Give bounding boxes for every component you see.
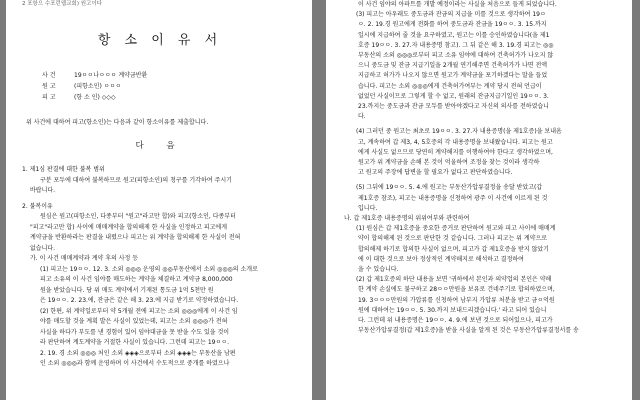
body-line: 구분 포두에 대하여 불복하므로 원고(피항소인)의 청구를 기각하여 주시기: [40, 176, 232, 184]
body-line: 에 이 대한 것으로 보아 정상적인 계약해지로 해석하고 결정하여: [358, 255, 524, 263]
body-line: 계약금을 반환하라는 판결을 내렸으나 피고는 위 계약을 합의해제 한 사실이 전혀: [30, 234, 241, 241]
document-page-right: [326, 0, 632, 400]
body-line: 습니다. 피고는 소외 ◎◎◎에게 건축허가여부는 계약 당시 전혀 언급이: [358, 82, 542, 90]
body-line: 사실을 하다가 부도를 낸 경험이 있어 임야대금을 못 받을 수도 있을 것이: [40, 328, 230, 336]
body-line: 일시에 지급하여 줄 것을 요구하였고, 원고는 이를 승인하였습니다(을 제1: [358, 31, 550, 39]
body-line: 없었던 사실이므로 그렇게 할 수 없고, 원래의 잔금지급기일인 19ㅇㅇ. 3.: [358, 92, 549, 100]
body-line: 원고가 위 계약금을 손해 본 것이 억울하여 조정을 찾는 것이라 생각하: [358, 159, 540, 167]
body-line: 으니 중도금 및 잔금 지급기일을 2개월 연기해주면 건축허가가 나면 전액: [358, 62, 548, 70]
body-line: ㅇ. 2. 19.경 원고에게 전화를 하여 중도금과 잔금을 19ㅇㅇ. 3. 15.까지: [358, 21, 547, 29]
intro-text: 위 사건에 대하여 피고(항소인)는 다음과 같이 항소이유를 제출합니다.: [26, 119, 209, 126]
section-heading: 1. 제1심 판결에 대한 불복 범위: [22, 166, 105, 173]
body-line: 을 수 있습니다.: [358, 266, 399, 274]
body-line: 인 소외 ◎◎◎과 함께 운영하며 이 사건에서 수도적으로 중개를 하였으나: [40, 360, 230, 367]
body-line: 은 19ㅇㅇ. 2. 23.에, 잔금은 같은 해 3. 23.에 지급 받기로 약정하였습니다.: [40, 297, 239, 304]
body-line: 19. 3ㅇㅇㅇ만원의 가압류를 신청하여 남부지 가압류 처분을 받고 금ㅇ억원: [358, 296, 555, 304]
case-label: 사 건: [42, 72, 56, 79]
body-line: 없습니다.: [30, 244, 56, 252]
body-line: 제1호증 참조), 피고는 내용증명을 신청하여 광주 이 사건에 이르게 된 것: [358, 194, 548, 202]
right-page-body: [340, 0, 620, 337]
case-row: [42, 70, 298, 81]
body-line: 23.까지는 중도금과 잔금 모두를 받아야겠다고 자신의 의사를 전하였습니: [358, 103, 549, 111]
body-line: 합의해제 하기로 합의한 사실이 없으며, 피고가 갑 제1호증을 받지 않았기: [358, 245, 549, 253]
body-line: 입니다.: [358, 204, 378, 212]
case-meta: [42, 70, 298, 103]
plaintiff-row: [42, 81, 298, 92]
defendant-label: 피 고: [42, 94, 56, 101]
body-line: 원을 받았습니다. 당 위 매도 계약에서 기재된 통도금 1억 5천만 원: [40, 286, 214, 294]
document-page-left: [6, 0, 312, 400]
body-line: 고 원고의 주장에 답변을 할 필요가 없다고 판단하였습니다.: [358, 169, 513, 177]
body-line: 원에 대하여는 19ㅇㅇ. 5. 30.까지 보내드리겠습니다.' 라고 되어 있습니: [358, 306, 547, 314]
section-heading-daeum: 다 음: [135, 141, 185, 151]
body-line: 원심은 원고(피항소인, 다종부터 "원고"라고만 합)와 피고(항소인, 다종부터: [40, 213, 236, 220]
subsection-heading: 나. 갑 제1호증 내용증명의 위위여부와 관련하여: [344, 215, 470, 223]
body-line: 부동산가압류결정(갑 제1호증)을 받을 사실을 알게 된 것은 부동산가압류결정서를 송: [358, 327, 579, 335]
body-line: 다.: [358, 113, 366, 121]
body-line: 라 판단하여 계도계약을 거절한 사실이 있습니다. 그런데 피고는 19ㅇㅇ.: [40, 339, 229, 346]
defendant-value: (항 소 인) ◇◇◇: [74, 94, 116, 101]
page-header-fragment: 2 포항으 수포런웹교회) 원고이다: [22, 1, 102, 7]
body-line: 지급하고 허가가 나오지 않으면 원고가 계약금을 포기하겠다는 말을 들었: [358, 72, 548, 80]
section-heading: 2. 불복이유: [22, 202, 53, 210]
body-line: 고, 계속하여 갑 제3, 4, 5호증의 각 내용증명을 보내왔습니다. 피고는 원고: [358, 138, 553, 146]
body-line: 부동산의 소외 ◎◎◎로부터 피고 소유 임야에 대하여 건축허가가 나오지 않: [358, 52, 554, 60]
body-line: "피고"라고만 합) 사이에 매매계약을 합의해제 한 사실을 인정하고 피고에게: [30, 223, 227, 231]
body-line: (1) 피고는 19ㅇㅇ. 12. 3. 소외 ◎◎◎ 운영의 ◎◎부동산에서 소외 ◎◎◎의 소개로: [40, 265, 258, 273]
body-line: (2) 한편, 위 계약일로부터 약 5개월 전에 피고는 소외 ◎◎◎에게 이 사건 임: [40, 307, 238, 315]
body-line: (4) 그러던 중 원고는 최초로 19ㅇㅇ. 3. 27.자 내용증명(을 제1호증)을 보내옴: [356, 128, 562, 136]
subsection-heading: 가. 이 사건 매매계약과 계약 후의 사정 등: [30, 255, 138, 262]
body-line: 약이 합의해제 된 것으로 판단한 것 같습니다. 그러나 피고는 위 계약으로: [358, 235, 548, 243]
case-value: 19ㅇㅇ나ㅇㅇㅇ 계약금반환: [74, 72, 148, 79]
body-line: (3) 피고는 아우래도 중도금과 잔금의 지급을 미를 것으로 생각하여 19ㅇ: [356, 11, 546, 19]
plaintiff-label: 원 고: [42, 83, 56, 90]
body-line: 이 사건 임야의 아파트를 개발 예정이라는 사실을 처음으로 들게 되었습니다.: [358, 1, 557, 8]
body-line: 한 계약 손실에도 불구하고 28ㅇㅇ만원을 보유로 건네주기로 합의하였으며,: [358, 286, 555, 294]
body-line: 야를 매도할 것을 계획 발은 사실이 있었는데, 피고는 소외 ◎◎◎가 전혀: [40, 318, 228, 325]
body-line: (2) 갑 제1호증의 하단 내용을 보면 '귀하에서 본인과 의약업의 본인은 약해: [356, 276, 552, 284]
plaintiff-value: (피항소인) ㅇㅇㅇ: [74, 83, 122, 90]
body-line: (5) 그뒤에 19ㅇㅇ. 5. 4.에 원고는 부동산가압류결정을 송달 받았고(갑: [356, 184, 543, 192]
body-line: 다. 그런데 위 내용증명은 19ㅇㅇ. 4. 9.에 보낸 것으로 되어있으나, 피고가: [358, 317, 553, 325]
body-line: 피고 소유의 이 사건 임야를 매도하는 계약을 체결하고 계약금 8,000,000: [40, 276, 233, 283]
body-line: (1) 원심은 갑 제1호증을 중요한 증거로 판단하여 원고와 피고 사이에 매매계: [356, 225, 556, 233]
body-line: 바랍니다.: [30, 187, 56, 194]
body-sections: [22, 165, 298, 370]
body-line: 호증 19ㅇㅇ. 3. 27.자 내용증명 참고). 그 뒤 같은 해 3. 19.경 피고는 ◎◎: [358, 41, 554, 49]
defendant-row: [42, 92, 298, 103]
body-line: 2. 19. 경 소외 ◎◎◎ 처인 소외 ◈◈◈으로부터 소외 ◈◈◈는 부동산을 남편: [40, 349, 236, 357]
body-line: 에게 사실도 없으므로 당연히 계약해지를 이행하여야 한다고 생각하였으며,: [358, 148, 553, 156]
document-title: 항 소 이 유 서: [97, 33, 223, 48]
